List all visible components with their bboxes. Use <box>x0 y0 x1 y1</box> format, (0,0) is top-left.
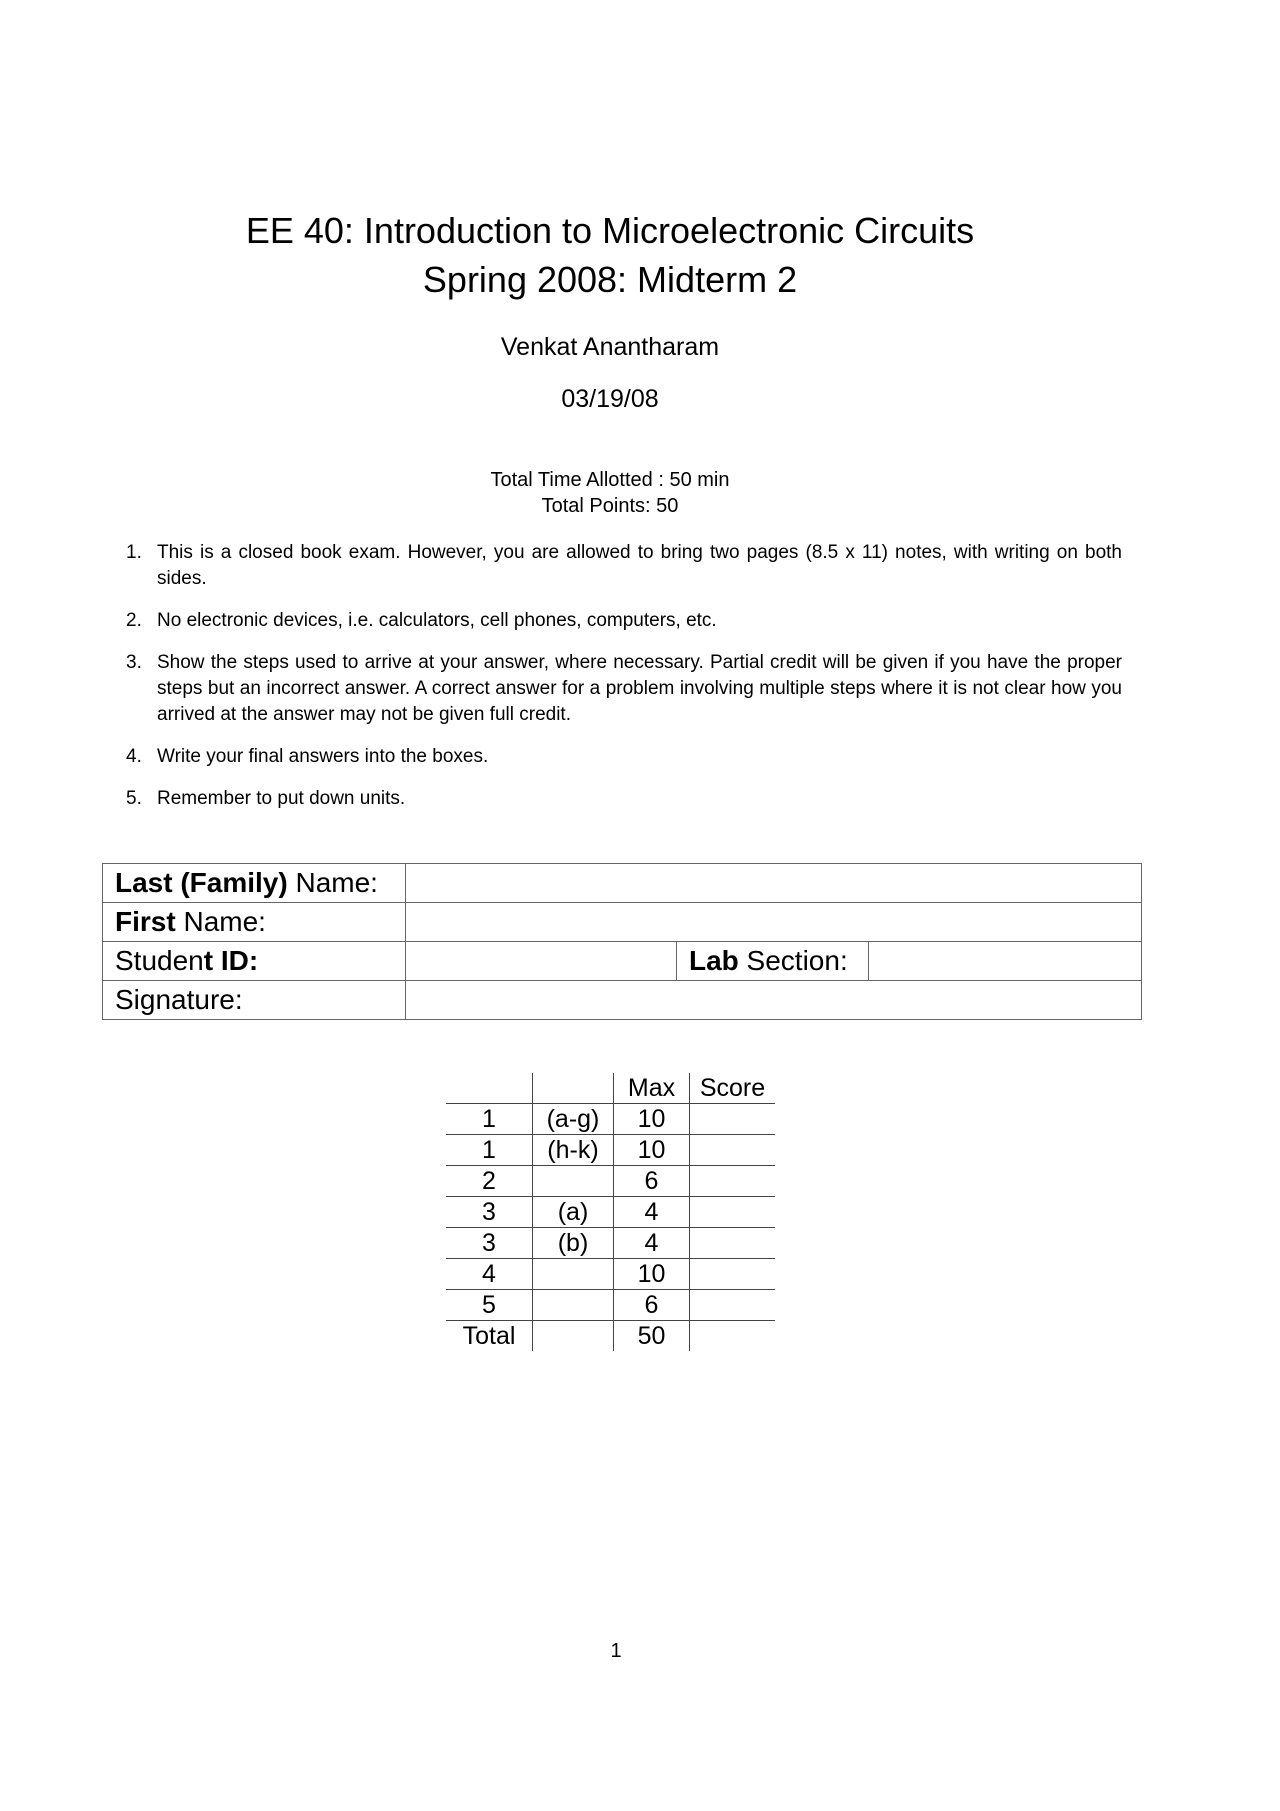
score-cell[interactable] <box>690 1104 776 1135</box>
lab-section-label: Lab Section: <box>677 942 869 981</box>
problem-cell: 5 <box>446 1290 533 1321</box>
instruction-item: 4. Write your final answers into the boxes. <box>126 746 489 767</box>
max-cell: 10 <box>614 1135 690 1166</box>
exam-title-term: Spring 2008: Midterm 2 <box>422 259 798 300</box>
total-label-cell: Total <box>446 1321 533 1352</box>
first-name-field[interactable] <box>406 903 1142 942</box>
instruction-item: 2. No electronic devices, i.e. calculators, cell phones, computers, etc. <box>126 610 717 631</box>
table-row <box>446 1290 775 1321</box>
part-cell: (b) <box>533 1228 614 1259</box>
lab-section-field[interactable] <box>869 942 1142 981</box>
last-name-field[interactable] <box>406 864 1142 903</box>
part-cell <box>533 1290 614 1321</box>
problem-cell: 1 <box>446 1135 533 1166</box>
score-header-part <box>533 1073 614 1104</box>
problem-cell: 4 <box>446 1259 533 1290</box>
problem-cell: 3 <box>446 1197 533 1228</box>
total-points: Total Points: 50 <box>541 495 679 517</box>
total-score-cell[interactable] <box>690 1321 776 1352</box>
signature-label: Signature: <box>103 981 406 1020</box>
score-cell[interactable] <box>690 1166 776 1197</box>
max-cell: 4 <box>614 1228 690 1259</box>
last-name-label: Last (Family) Name: <box>103 864 406 903</box>
student-id-field[interactable] <box>406 942 677 981</box>
max-cell: 10 <box>614 1259 690 1290</box>
score-cell[interactable] <box>690 1259 776 1290</box>
score-header-score: Score <box>699 1073 766 1102</box>
instruction-item: 3. Show the steps used to arrive at your answer, where necessary. Partial credit will be given if you have the proper steps but an incorrect answer. A correct answer for a problem involving multiple steps where it is not clear how you arrived at the answer may not be given full credit. <box>126 652 1122 725</box>
score-header-problem <box>446 1073 533 1104</box>
total-row <box>446 1321 775 1352</box>
max-cell: 10 <box>614 1104 690 1135</box>
part-cell <box>533 1321 614 1352</box>
instruction-item: 5. Remember to put down units. <box>126 788 406 809</box>
score-cell[interactable] <box>690 1135 776 1166</box>
max-cell: 50 <box>614 1321 690 1352</box>
first-name-label: First Name: <box>103 903 406 942</box>
table-row <box>446 1197 775 1228</box>
total-time: Total Time Allotted : 50 min <box>490 469 730 491</box>
table-row <box>446 1104 775 1135</box>
part-cell <box>533 1259 614 1290</box>
max-cell: 6 <box>614 1166 690 1197</box>
score-table <box>446 1073 775 1351</box>
score-cell[interactable] <box>690 1290 776 1321</box>
table-row <box>446 1135 775 1166</box>
instructor-name: Venkat Anantharam <box>500 333 720 361</box>
signature-field[interactable] <box>406 981 1142 1020</box>
score-header-max: Max <box>614 1073 690 1104</box>
part-cell: (a-g) <box>533 1104 614 1135</box>
score-cell[interactable] <box>690 1197 776 1228</box>
table-row <box>446 1259 775 1290</box>
part-cell: (h-k) <box>533 1135 614 1166</box>
exam-title-course: EE 40: Introduction to Microelectronic Circuits <box>245 210 975 251</box>
max-cell: 4 <box>614 1197 690 1228</box>
problem-cell: 2 <box>446 1166 533 1197</box>
problem-cell: 1 <box>446 1104 533 1135</box>
score-cell[interactable] <box>690 1228 776 1259</box>
instructions-list <box>126 540 1122 828</box>
table-row <box>446 1228 775 1259</box>
student-id-label: Student ID: <box>103 942 406 981</box>
exam-date: 03/19/08 <box>561 385 659 413</box>
table-row <box>446 1166 775 1197</box>
instruction-item: 1. This is a closed book exam. However, you are allowed to bring two pages (8.5 x 11) notes, with writing on both sides. <box>126 542 1122 589</box>
max-cell: 6 <box>614 1290 690 1321</box>
problem-cell: 3 <box>446 1228 533 1259</box>
part-cell: (a) <box>533 1197 614 1228</box>
page-number: 1 <box>610 1640 622 1662</box>
student-info-table <box>102 863 1142 1020</box>
part-cell <box>533 1166 614 1197</box>
